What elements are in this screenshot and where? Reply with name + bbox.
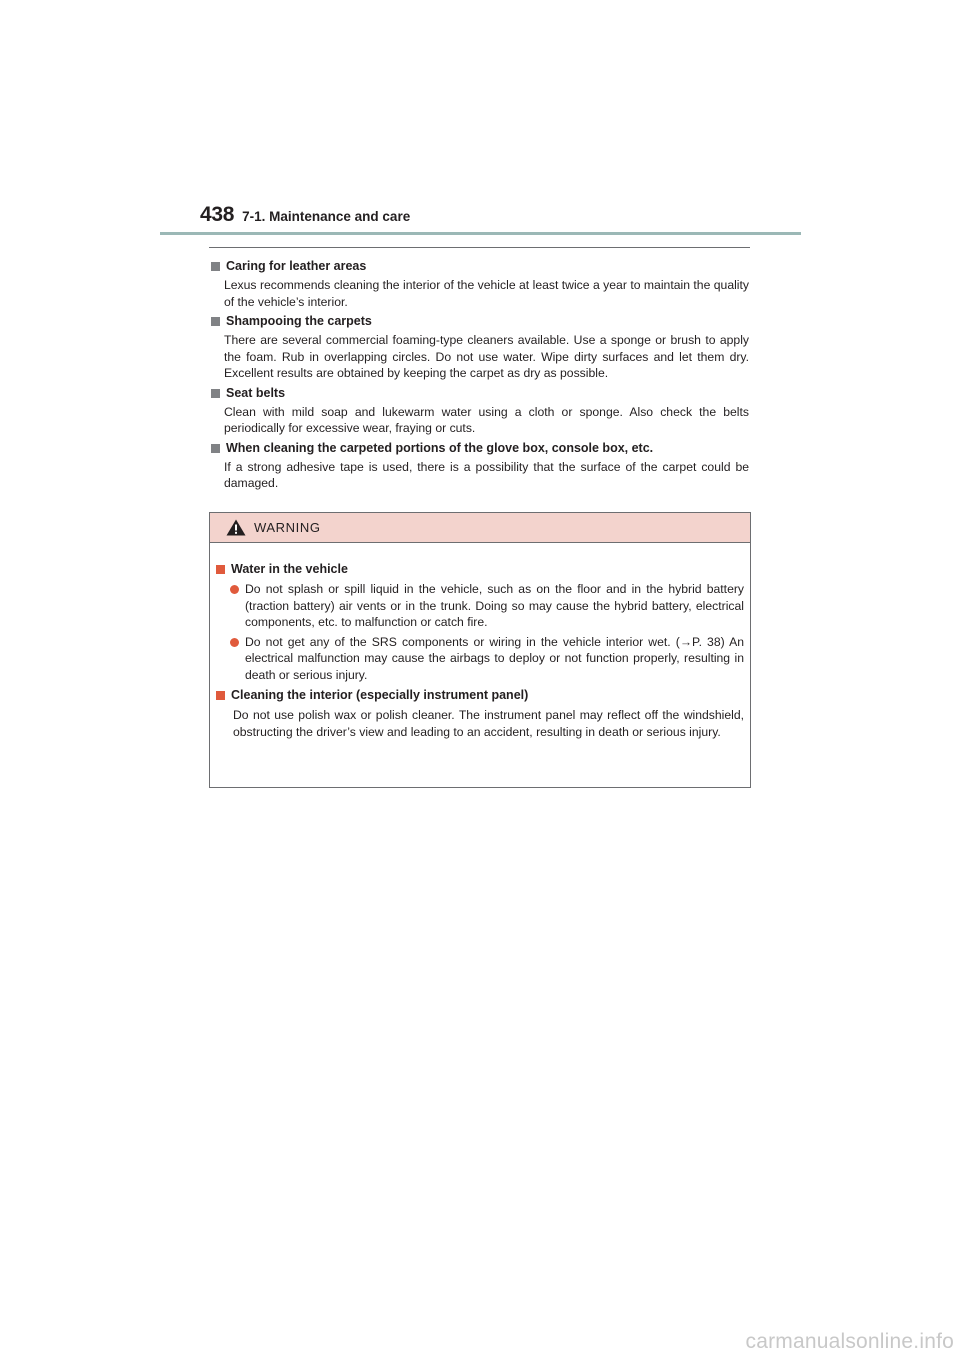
item-title: When cleaning the carpeted portions of the glove box, console box, etc. <box>226 440 654 455</box>
item-seat-belts <box>209 385 749 437</box>
warning-section-body: Do not use polish wax or polish cleaner. The instrument panel may reflect off the windshield, obstructing the driver’s view and leading to an accident, resulting in death or serious injury. <box>233 708 744 739</box>
header-rule <box>160 232 801 235</box>
item-carpeted-portions <box>209 440 749 492</box>
content <box>209 258 749 495</box>
item-body: Clean with mild soap and lukewarm water using a cloth or sponge. Also check the belts periodically for excessive wear, fraying or cuts. <box>224 404 749 435</box>
warning-section-title <box>216 687 744 704</box>
warning-bullet-text: Do not get any of the SRS components or wiring in the vehicle interior wet. (→P. 38) An electrical malfunction may cause the airbags to deploy or not function properly, resulting in death or serious injury. <box>245 634 744 682</box>
section-title: 7-1. Maintenance and care <box>242 209 411 224</box>
warning-content <box>210 543 750 740</box>
item-body: If a strong adhesive tape is used, there is a possibility that the surface of the carpet could be damaged. <box>224 459 749 490</box>
item-shampooing-carpets <box>209 313 749 382</box>
content-top-rule <box>209 247 750 248</box>
warning-box <box>209 512 751 788</box>
square-bullet-icon <box>211 317 220 326</box>
item-title: Shampooing the carpets <box>226 314 372 328</box>
warning-header <box>210 513 750 543</box>
warning-section-title-text: Cleaning the interior (especially instrument panel) <box>231 688 529 702</box>
item-caring-leather <box>209 258 749 310</box>
item-title: Caring for leather areas <box>226 259 367 273</box>
warning-section-title-text: Water in the vehicle <box>231 562 348 576</box>
square-bullet-icon <box>216 691 225 700</box>
warning-bullet-text: Do not splash or spill liquid in the vehicle, such as on the floor and in the hybrid battery (traction battery) air vents or in the trunk. Doing so may cause the hybrid battery, electrical components, etc. to malfunction or catch fire. <box>245 582 744 629</box>
warning-triangle-icon <box>226 519 246 536</box>
page-header <box>200 203 410 227</box>
square-bullet-icon <box>211 262 220 271</box>
round-bullet-icon <box>230 585 239 594</box>
square-bullet-icon <box>216 565 225 574</box>
warning-bullet <box>230 581 744 631</box>
warning-title: WARNING <box>254 520 321 535</box>
item-body: Lexus recommends cleaning the interior of the vehicle at least twice a year to maintain the quality of the vehicle’s interior. <box>224 278 749 309</box>
item-title: Seat belts <box>226 385 286 400</box>
warning-section-title <box>216 561 744 578</box>
item-body: There are several commercial foaming-type cleaners available. Use a sponge or brush to apply the foam. Rub in overlapping circles. Do not use water. Wipe dirty surfaces and let them dry. Excellent results are obtained by keeping the carpet as dry as possible. <box>224 333 749 380</box>
warning-bullet <box>230 634 744 684</box>
page-number: 438 <box>200 203 235 226</box>
square-bullet-icon <box>211 444 220 453</box>
round-bullet-icon <box>230 638 239 647</box>
square-bullet-icon <box>211 389 220 398</box>
watermark: carmanualsonline.info <box>745 1330 954 1353</box>
